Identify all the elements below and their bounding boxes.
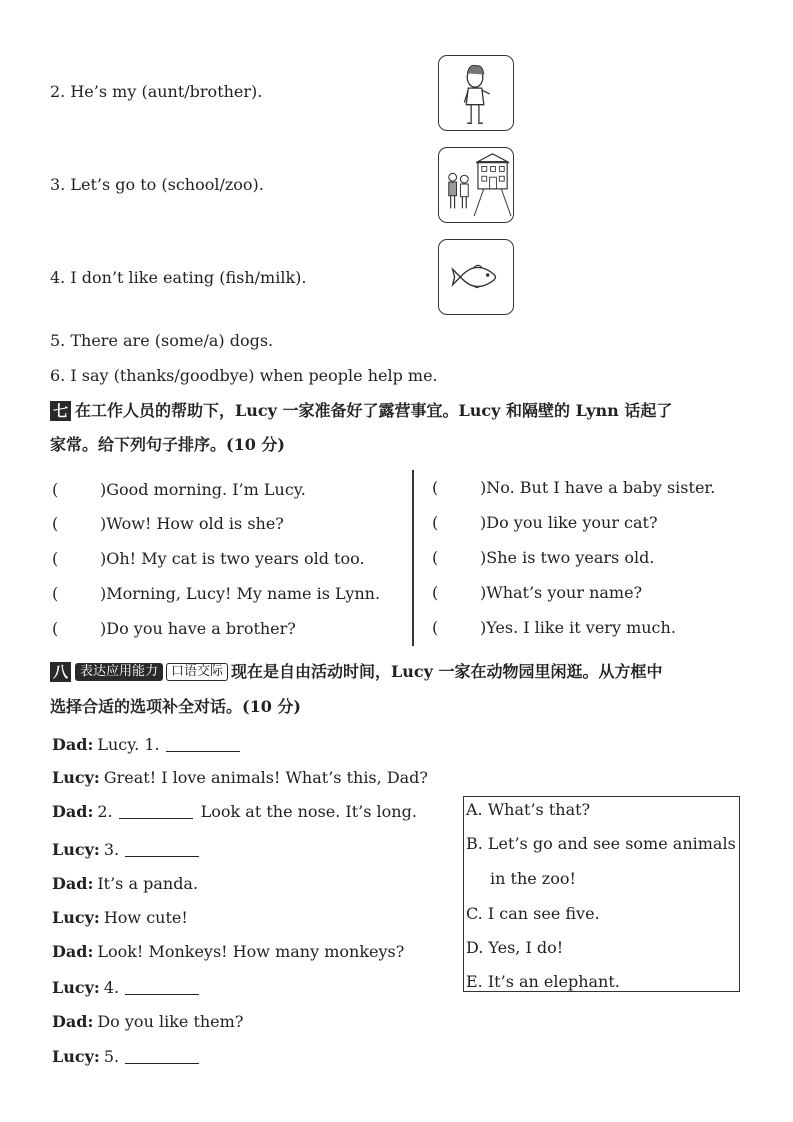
dialogue-line: Lucy: 3.	[52, 840, 199, 859]
section-7-instruction-line1: 七 在工作人员的帮助下，Lucy 一家准备好了露营事宜。Lucy 和隔壁的 Lynn 话起了	[50, 394, 672, 428]
option-b-continued: in the zoo!	[490, 869, 576, 888]
dialogue-text: How cute!	[103, 908, 188, 927]
question-6: 6. I say (thanks/goodbye) when people help me.	[50, 366, 438, 385]
order-item-right: ( )No. But I have a baby sister.	[432, 478, 716, 497]
section-7-badge: 七	[50, 401, 71, 421]
speaker-name: Dad	[52, 802, 88, 821]
dialogue-text: Great! I love animals! What’s this, Dad?	[103, 768, 428, 787]
dialogue-text: 5.	[103, 1047, 120, 1066]
dialogue-line: Lucy: 5.	[52, 1047, 199, 1066]
answer-blank[interactable]	[125, 980, 199, 995]
order-item-left: ( )Good morning. I’m Lucy.	[52, 480, 306, 499]
column-divider	[412, 470, 414, 646]
speaker-name: Lucy	[52, 1047, 94, 1066]
question-5: 5. There are (some/a) dogs.	[50, 331, 274, 350]
answer-blank[interactable]	[166, 737, 240, 752]
speaker-name: Dad	[52, 1012, 88, 1031]
order-item-left: ( )Do you have a brother?	[52, 619, 296, 638]
speaker-name: Dad	[52, 735, 88, 754]
answer-blank[interactable]	[125, 1049, 199, 1064]
dialogue-text-after: Look at the nose. It’s long.	[200, 802, 417, 821]
order-item-right: ( )What’s your name?	[432, 583, 643, 602]
question-3: 3. Let’s go to (school/zoo).	[50, 175, 264, 194]
question-4: 4. I don’t like eating (fish/milk).	[50, 268, 307, 287]
boy-picture	[438, 55, 514, 131]
speaker-name: Lucy	[52, 840, 94, 859]
dialogue-line: Dad: Lucy. 1.	[52, 735, 240, 754]
fish-picture	[438, 239, 514, 315]
section-8-instruction-line2: 选择合适的选项补全对话。(10 分)	[50, 697, 301, 716]
speaker-name: Dad	[52, 942, 88, 961]
topic-tag: 口语交际	[166, 663, 228, 681]
dialogue-line: Lucy: Great! I love animals! What’s this, Dad?	[52, 768, 428, 787]
speaker-name: Lucy	[52, 978, 94, 997]
speaker-name: Lucy	[52, 908, 94, 927]
dialogue-line: Dad: Look! Monkeys! How many monkeys?	[52, 942, 405, 961]
order-item-right: ( )Do you like your cat?	[432, 513, 658, 532]
speaker-name: Dad	[52, 874, 88, 893]
skill-tag: 表达应用能力	[75, 663, 163, 681]
children-school-icon	[439, 148, 513, 222]
section-8-badge: 八	[50, 662, 71, 682]
option-d: D. Yes, I do!	[466, 938, 564, 957]
order-item-right: ( )Yes. I like it very much.	[432, 618, 676, 637]
dialogue-line: Dad: It’s a panda.	[52, 874, 199, 893]
order-item-left: ( )Wow! How old is she?	[52, 514, 284, 533]
dialogue-line: Lucy: How cute!	[52, 908, 188, 927]
dialogue-text: It’s a panda.	[97, 874, 199, 893]
section-7-instruction-line2: 家常。给下列句子排序。(10 分)	[50, 435, 285, 454]
school-picture	[438, 147, 514, 223]
dialogue-text: 2.	[97, 802, 113, 821]
order-item-left: ( )Morning, Lucy! My name is Lynn.	[52, 584, 381, 603]
dialogue-line: Dad: 2. Look at the nose. It’s long.	[52, 802, 417, 821]
section-8-instruction-line1: 八 表达应用能力 口语交际 现在是自由活动时间，Lucy 一家在动物园里闲逛。从方框中	[50, 655, 663, 689]
dialogue-text: 4.	[103, 978, 120, 997]
answer-blank[interactable]	[125, 842, 199, 857]
answer-blank[interactable]	[119, 804, 193, 819]
option-b: B. Let’s go and see some animals	[466, 834, 736, 853]
dialogue-text: Do you like them?	[97, 1012, 244, 1031]
dialogue-line: Dad: Do you like them?	[52, 1012, 244, 1031]
boy-icon	[439, 56, 513, 130]
question-2: 2. He’s my (aunt/brother).	[50, 82, 263, 101]
option-a: A. What’s that?	[466, 800, 591, 819]
speaker-name: Lucy	[52, 768, 94, 787]
dialogue-line: Lucy: 4.	[52, 978, 199, 997]
option-e: E. It’s an elephant.	[466, 972, 620, 991]
dialogue-text: 3.	[103, 840, 120, 859]
dialogue-text: Lucy. 1.	[97, 735, 160, 754]
dialogue-text: Look! Monkeys! How many monkeys?	[97, 942, 405, 961]
fish-icon	[439, 240, 513, 314]
options-box	[463, 796, 740, 992]
option-c: C. I can see five.	[466, 904, 600, 923]
order-item-right: ( )She is two years old.	[432, 548, 655, 567]
order-item-left: ( )Oh! My cat is two years old too.	[52, 549, 365, 568]
